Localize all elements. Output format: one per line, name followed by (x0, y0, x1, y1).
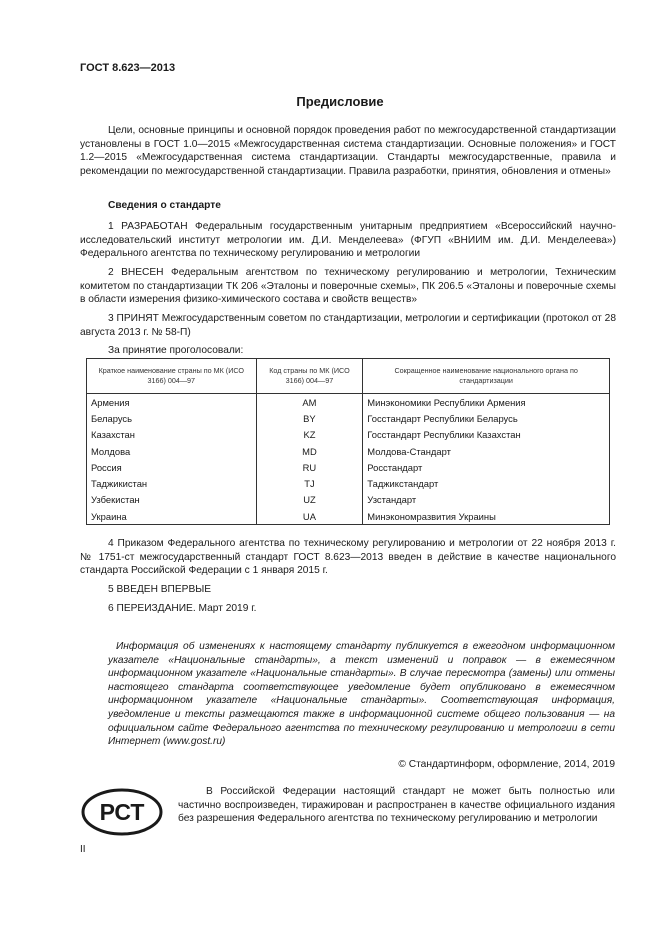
logo-text: РСТ (99, 799, 145, 825)
votes-table (86, 358, 610, 525)
body-cell: Таджикстандарт (363, 475, 610, 491)
column-header-code: Код страны по МК (ИСО 3166) 004—97 (256, 359, 363, 394)
page-title: Предисловие (296, 94, 384, 109)
body-cell: Минэкономики Республики Армения (363, 394, 610, 411)
item-adopted: 3 ПРИНЯТ Межгосударственным советом по стандартизации, метрологии и сертификации (протокол от 28 августа 2013 г. № 58-П) (80, 313, 616, 338)
country-cell: Таджикистан (87, 475, 257, 491)
table-row (87, 508, 610, 525)
code-cell: TJ (256, 475, 363, 491)
column-header-body: Сокращенное наименование национального органа по стандартизации (363, 359, 610, 394)
code-cell: UA (256, 508, 363, 525)
body-cell: Госстандарт Республики Казахстан (363, 427, 610, 443)
table-row (87, 394, 610, 411)
table-row (87, 427, 610, 443)
rights-notice: В Российской Федерации настоящий стандарт не может быть полностью или частично воспроизведен, тиражирован и распространен в качестве официального издания без разрешения Федерального агентства по техническому регулированию и метрологии (178, 786, 615, 824)
country-cell: Армения (87, 394, 257, 411)
country-cell: Казахстан (87, 427, 257, 443)
code-cell: MD (256, 443, 363, 459)
page-number: II (80, 844, 86, 855)
country-cell: Молдова (87, 443, 257, 459)
info-heading: Сведения о стандарте (108, 200, 221, 211)
rst-logo (80, 787, 164, 837)
item-introduced: 2 ВНЕСЕН Федеральным агентством по техническому регулированию и метрологии, Техническим комитетом по стандартизации ТК 206 «Эталоны и поверочные схемы», ПК 206.5 «Эталоны и поверочные схемы в области измерения физико-химического состава и свойств веществ» (80, 267, 616, 305)
table-row (87, 443, 610, 459)
code-cell: UZ (256, 492, 363, 508)
country-cell: Украина (87, 508, 257, 525)
document-code: ГОСТ 8.623—2013 (80, 62, 176, 74)
item-reissue: 6 ПЕРЕИЗДАНИЕ. Март 2019 г. (108, 603, 257, 614)
body-cell: Минэкономразвития Украины (363, 508, 610, 525)
voted-label: За принятие проголосовали: (108, 345, 244, 356)
intro-paragraph: Цели, основные принципы и основной порядок проведения работ по межгосударственной стандартизации установлены в ГОСТ 1.0—2015 «Межгосударственная система стандартизации. Основные положения» и ГОСТ 1.2—2015 «Межгосударственная система стандартизации. Стандарты межгосударственные, правила и рекомендации по межгосударственной стандартизации. Правила разработки, принятия, обновления и отмены» (80, 125, 616, 177)
country-cell: Узбекистан (87, 492, 257, 508)
table-row (87, 492, 610, 508)
country-cell: Россия (87, 459, 257, 475)
item-first-edition: 5 ВВЕДЕН ВПЕРВЫЕ (108, 584, 212, 595)
table-header-row (87, 359, 610, 394)
item-order: 4 Приказом Федерального агентства по техническому регулированию и метрологии от 22 ноября 2013 г. № 1751-ст межгосударственный стандарт ГОСТ 8.623—2013 введен в действие в качестве национального стандарта Российской Федерации с 1 января 2015 г. (80, 538, 616, 576)
country-cell: Беларусь (87, 410, 257, 426)
table-row (87, 459, 610, 475)
changes-notice: Информация об изменениях к настоящему стандарту публикуется в ежегодном информационном указателе «Национальные стандарты», а текст изменений и поправок — в ежемесячном информационном указателе «Национальные стандарты». В случае пересмотра (замены) или отмены настоящего стандарта соответствующее уведомление будет опубликовано в ежемесячном информационном указателе «Национальные стандарты». Соответствующая информация, уведомление и тексты размещаются также в информационной системе общего пользования — на официальном сайте Федерального агентства по техническому регулированию и метрологии в сети Интернет (www.gost.ru) (108, 641, 615, 748)
code-cell: RU (256, 459, 363, 475)
code-cell: AM (256, 394, 363, 411)
item-developed: 1 РАЗРАБОТАН Федеральным государственным унитарным предприятием «Всероссийский научно-исследовательский институт метрологии им. Д.И. Менделеева» (ФГУП «ВНИИМ им. Д.И. Менделеева») Федерального агентства по техническому регулированию и метрологии (80, 221, 616, 259)
body-cell: Росстандарт (363, 459, 610, 475)
table-row (87, 410, 610, 426)
body-cell: Госстандарт Республики Беларусь (363, 410, 610, 426)
code-cell: BY (256, 410, 363, 426)
body-cell: Молдова-Стандарт (363, 443, 610, 459)
copyright-line: © Стандартинформ, оформление, 2014, 2019 (398, 759, 615, 770)
body-cell: Узстандарт (363, 492, 610, 508)
table-row (87, 475, 610, 491)
column-header-country: Краткое наименование страны по МК (ИСО 3166) 004—97 (87, 359, 257, 394)
code-cell: KZ (256, 427, 363, 443)
